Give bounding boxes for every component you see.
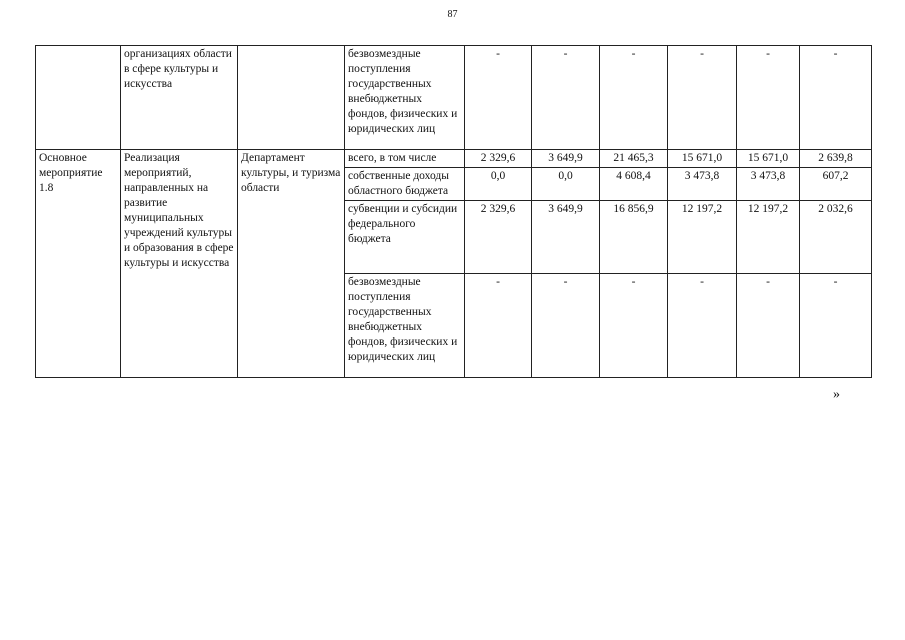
measure-name-cell: Реализация мероприятий, направленных на развитие муниципальных учреждений культуры и образования в сфере культуры и искусства — [121, 150, 238, 378]
value-cell: 3 649,9 — [532, 150, 600, 168]
value-cell: - — [465, 46, 532, 150]
value-cell: 12 197,2 — [668, 201, 737, 274]
funding-source-cell: безвозмездные поступления государственных внебюджетных фондов, физических и юридических лиц — [345, 274, 465, 378]
funding-source-cell: всего, в том числе — [345, 150, 465, 168]
value-cell: 21 465,3 — [600, 150, 668, 168]
value-cell: - — [465, 274, 532, 378]
value-cell: - — [532, 46, 600, 150]
measure-label-cell: Основное мероприятие 1.8 — [36, 150, 121, 378]
value-cell: 0,0 — [532, 168, 600, 201]
executor-cell — [238, 46, 345, 150]
executor-cell: Департамент культуры, и туризма области — [238, 150, 345, 378]
value-cell: 4 608,4 — [600, 168, 668, 201]
value-cell: - — [800, 274, 872, 378]
measure-label-cell — [36, 46, 121, 150]
value-cell: - — [600, 274, 668, 378]
funding-source-cell: субвенции и субсидии федерального бюджета — [345, 201, 465, 274]
value-cell: 12 197,2 — [737, 201, 800, 274]
value-cell: - — [668, 46, 737, 150]
budget-table — [35, 45, 872, 378]
value-cell: 0,0 — [465, 168, 532, 201]
value-cell: - — [600, 46, 668, 150]
value-cell: 3 473,8 — [668, 168, 737, 201]
funding-source-cell: безвозмездные поступления государственных внебюджетных фондов, физических и юридических лиц — [345, 46, 465, 150]
value-cell: - — [737, 46, 800, 150]
value-cell: 2 032,6 — [800, 201, 872, 274]
page-number: 87 — [447, 9, 458, 20]
value-cell: - — [800, 46, 872, 150]
value-cell: 3 649,9 — [532, 201, 600, 274]
value-cell: 16 856,9 — [600, 201, 668, 274]
value-cell: 15 671,0 — [668, 150, 737, 168]
value-cell: 2 329,6 — [465, 150, 532, 168]
value-cell: - — [737, 274, 800, 378]
measure-name-cell: организациях области в сфере культуры и искусства — [121, 46, 238, 150]
closing-quote-mark: » — [833, 387, 840, 402]
value-cell: - — [668, 274, 737, 378]
funding-source-cell: собственные доходы областного бюджета — [345, 168, 465, 201]
value-cell: 15 671,0 — [737, 150, 800, 168]
value-cell: 607,2 — [800, 168, 872, 201]
table-row-continuation — [36, 46, 872, 150]
value-cell: 2 639,8 — [800, 150, 872, 168]
table-row-total — [36, 150, 872, 168]
value-cell: - — [532, 274, 600, 378]
value-cell: 3 473,8 — [737, 168, 800, 201]
value-cell: 2 329,6 — [465, 201, 532, 274]
